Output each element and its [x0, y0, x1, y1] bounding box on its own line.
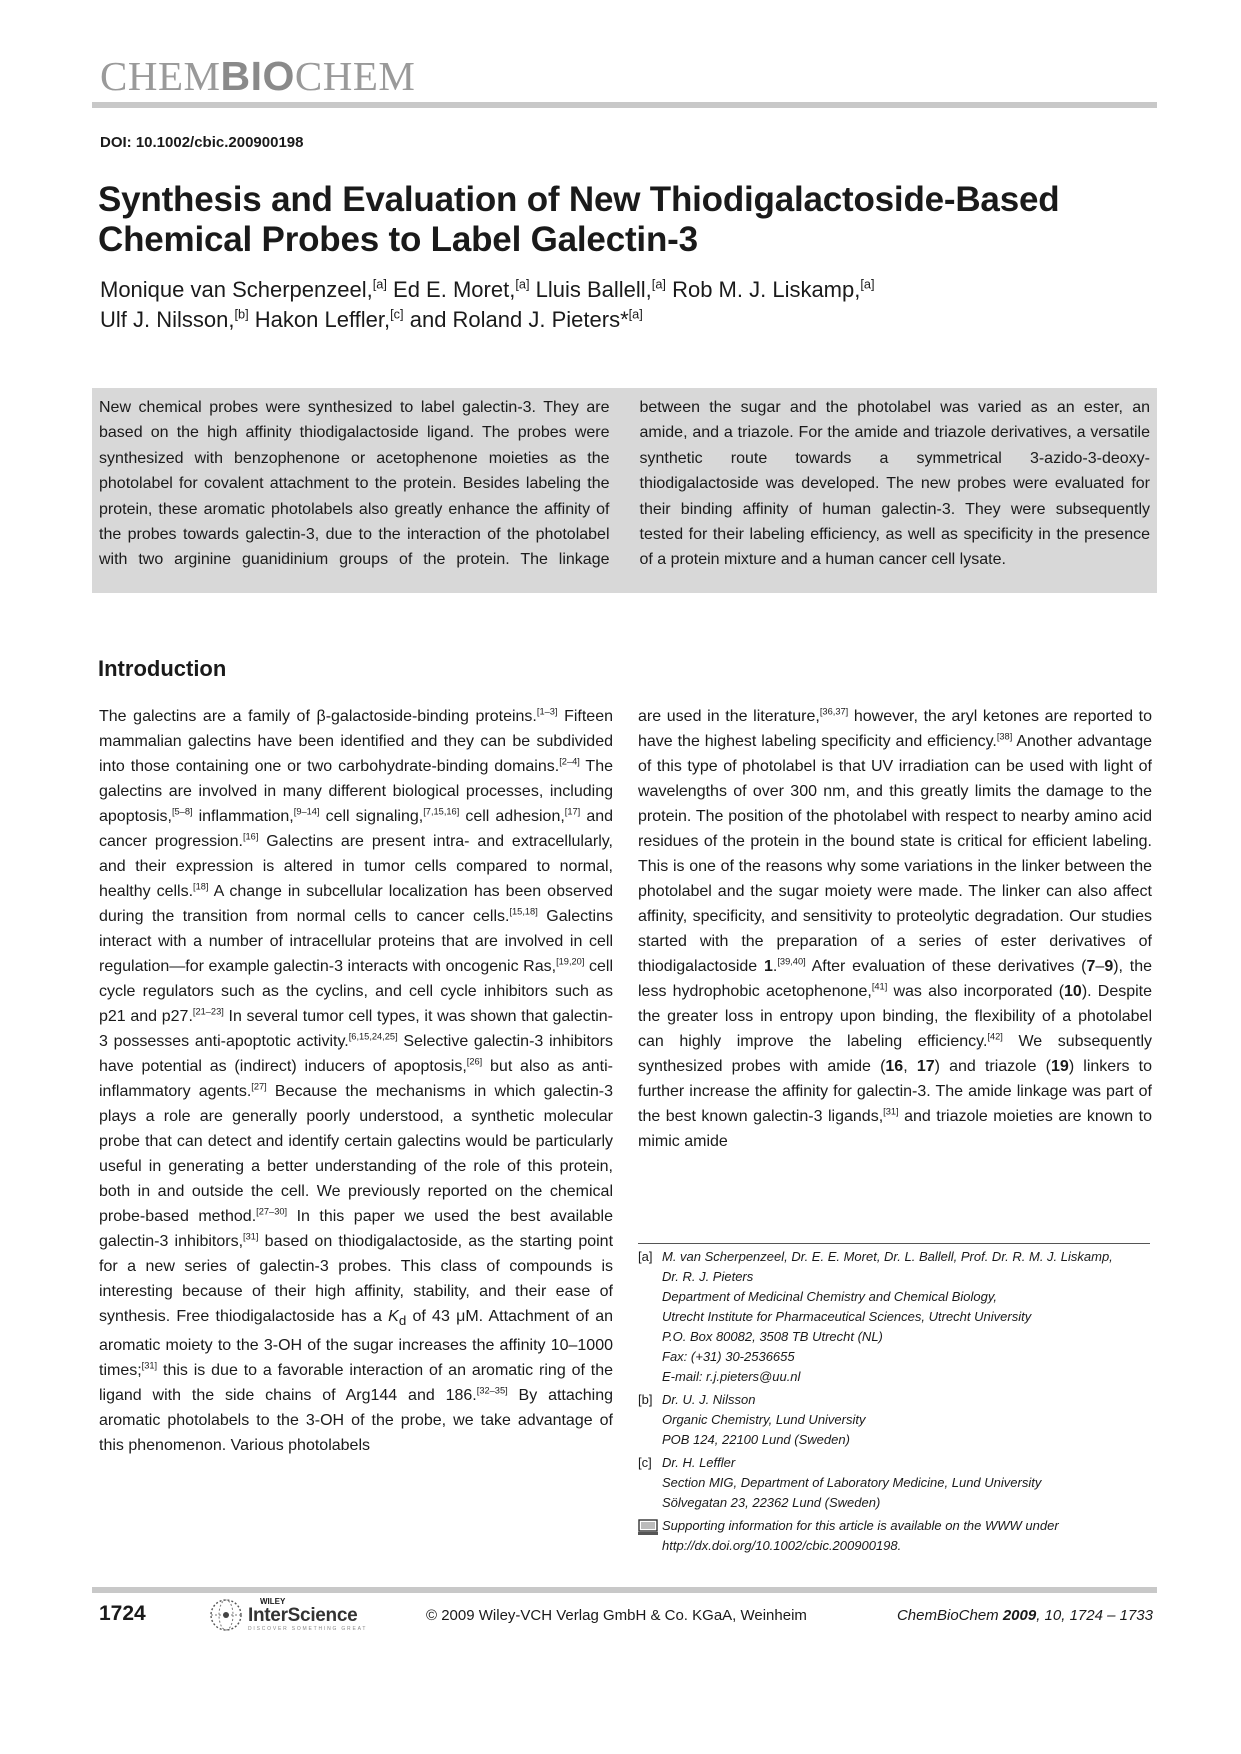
affiliation-line: Sölvegatan 23, 22362 Lund (Sweden) — [662, 1495, 881, 1510]
affiliation-line: Department of Medicinal Chemistry and Chemical Biology, — [662, 1289, 998, 1304]
affiliation-mark: [c] — [638, 1455, 652, 1470]
journal-logo — [100, 53, 416, 99]
affiliation-line: POB 124, 22100 Lund (Sweden) — [662, 1432, 850, 1447]
header-rule — [92, 102, 1157, 108]
publisher-logo — [208, 1597, 378, 1633]
body-column-right: are used in the literature,[36,37] however, the aryl ketones are reported to have the highest labeling specificity and efficiency.[38] Another advantage of this type of photolabel is that UV irradiation can be used with light of wavelengths of over 300 nm, and this greatly limits the damage to the protein. The position of the photolabel with respect to nearby amino acid residues of the protein in the bound state is critical for efficient labeling. This is one of the reasons why some variations in the linker between the photolabel and the sugar moiety were made. The linker can also affect affinity, specificity, and sensitivity to proteolytic degradation. Our studies started with the preparation of a series of ester derivatives of thiodigalactoside 1.[39,40] After evaluation of these derivatives (7–9), the less hydrophobic acetophenone,[41] was also incorporated (10). Despite the greater loss in entropy upon binding, the flexibility of a photolabel can highly improve the labeling efficiency.[42] We subsequently synthesized probes with amide (16, 17) and triazole (19) linkers to further increase the affinity for galectin-3. The amide linkage was part of the best known galectin-3 ligands,[31] and triazole moieties are known to mimic amide — [638, 706, 1153, 1150]
affiliation-email[interactable]: E-mail: r.j.pieters@uu.nl — [662, 1369, 801, 1384]
affiliation-line: M. van Scherpenzeel, Dr. E. E. Moret, Dr. L. Ballell, Prof. Dr. R. M. J. Liskamp, — [662, 1249, 1113, 1264]
citation: ChemBioChem 2009, 10, 1724 – 1733 — [896, 1607, 1153, 1624]
body-column-left: The galectins are a family of β-galactoside-binding proteins.[1–3] Fifteen mammalian galectins have been identified and they can be subdivided into those containing one or two carbohydrate-binding domains.[2–4] The galectins are involved in many different biological processes, including apoptosis,[5–8] inflammation,[9–14] cell signaling,[7,15,16] cell adhesion,[17] and cancer progression.[16] Galectins are present intra- and extracellularly, and their expression is altered in tumor cells compared to normal, healthy cells.[18] A change in subcellular localization has been observed during the transition from normal cells to cancer cells.[15,18] Galectins interact with a number of intracellular proteins that are involved in cell regulation—for example galectin-3 interacts with oncogenic Ras,[19,20] cell cycle regulators such as the cyclins, and cell cycle inhibitors such as p21 and p27.[21–23] In several tumor cell types, it was shown that galectin-3 possesses anti-apoptotic activity.[6,15,24,25] Selective galectin-3 inhibitors have potential as (indirect) inducers of apoptosis,[26] but also as anti-inflammatory agents.[27] Because the mechanisms in which galectin-3 plays a role are generally poorly understood, a synthetic molecular probe that can detect and identify certain galectins would be particularly useful in generating a better understanding of the role of this protein, both in and outside the cell. We previously reported on the chemical probe-based method.[27–30] In this paper we used the best available galectin-3 inhibitors,[31] based on thiodigalactoside, as the starting point for a new series of galectin-3 probes. This class of compounds is interesting because of their high affinity, stability, and their ease of synthesis. Free thiodigalactoside has a $K_d$ of 43 μM. Attachment of an aromatic moiety to the 3-OH of the sugar increases the affinity 10–1000 times;[31] this is due to a favorable interaction of an aromatic ring of the ligand with the side chains of Arg144 and 186.[32–35] By attaching aromatic photolabels to the 3-OH of the probe, we take advantage of this phenomenon. Various photolabels — [99, 706, 614, 1455]
publisher-small: WILEY — [260, 1597, 286, 1606]
copyright: © 2009 Wiley-VCH Verlag GmbH & Co. KGaA, Weinheim — [426, 1607, 807, 1624]
publisher-tagline: DISCOVER SOMETHING GREAT — [248, 1626, 368, 1632]
article-title — [98, 180, 1158, 260]
title-line: Chemical Probes to Label Galectin-3 — [98, 220, 698, 259]
author-line: Ulf J. Nilsson,[b] Hakon Leffler,[c] and Roland J. Pieters*[a] — [100, 306, 643, 332]
affiliation-line: Fax: (+31) 30-2536655 — [662, 1349, 795, 1364]
supporting-info-text: Supporting information for this article is available on the WWW under — [662, 1518, 1059, 1533]
section-heading: Introduction — [98, 656, 227, 681]
footnote-rule — [638, 1243, 1150, 1244]
page-number: 1724 — [99, 1602, 146, 1625]
abstract-box — [92, 388, 1157, 593]
author-list — [100, 275, 1160, 335]
affiliation-list — [638, 1247, 1158, 1556]
affiliation-line: Dr. U. J. Nilsson — [662, 1392, 756, 1407]
affiliation-mark: [b] — [638, 1392, 653, 1407]
affiliation-line: Dr. H. Leffler — [662, 1455, 736, 1470]
journal-logo-part1: CHEM — [100, 53, 221, 99]
affiliation-b — [638, 1390, 1158, 1450]
supporting-info — [638, 1516, 1158, 1556]
affiliation-a — [638, 1247, 1158, 1387]
affiliation-line: Organic Chemistry, Lund University — [662, 1412, 866, 1427]
journal-logo-part3: CHEM — [294, 53, 416, 99]
affiliation-line: Section MIG, Department of Laboratory Medicine, Lund University — [662, 1475, 1042, 1490]
journal-logo-part2: BIO — [220, 53, 295, 99]
footer-rule — [92, 1587, 1157, 1593]
abstract-text: New chemical probes were synthesized to label galectin-3. They are based on the high affinity thiodigalactoside ligand. The probes were synthesized with benzophenone or acetophenone moieties as the photolabel for covalent attachment to the protein. Besides labeling the protein, these aromatic photolabels also greatly enhance the affinity of the probes towards galectin-3, due to the interaction of the photolabel with two arginine guanidinium groups of the protein. The linkage between the sugar and the photolabel was varied as an ester, an amide, and a triazole. For the amide and triazole derivatives, a versatile synthetic route towards a symmetrical 3-azido-3-deoxy-thiodigalactoside was developed. The new probes were evaluated for their binding affinity of human galectin-3. They were subsequently tested for their labeling efficiency, as well as specificity in the presence of a protein mixture and a human cancer cell lysate. — [99, 399, 1150, 569]
title-line: Synthesis and Evaluation of New Thiodigalactoside-Based — [98, 180, 1060, 219]
affiliation-line: P.O. Box 80082, 3508 TB Utrecht (NL) — [662, 1329, 883, 1344]
affiliation-line: Dr. R. J. Pieters — [662, 1269, 754, 1284]
affiliation-c — [638, 1453, 1158, 1513]
globe-icon — [208, 1597, 244, 1633]
publisher-name: InterScience — [248, 1605, 358, 1626]
author-line: Monique van Scherpenzeel,[a] Ed E. Moret,[a] Lluis Ballell,[a] Rob M. J. Liskamp,[a] — [100, 276, 875, 302]
affiliation-line: Utrecht Institute for Pharmaceutical Sciences, Utrecht University — [662, 1309, 1032, 1324]
computer-icon — [638, 1516, 662, 1556]
supporting-info-link[interactable]: http://dx.doi.org/10.1002/cbic.200900198. — [662, 1538, 902, 1553]
affiliation-mark: [a] — [638, 1249, 653, 1264]
doi: DOI: 10.1002/cbic.200900198 — [100, 134, 304, 151]
